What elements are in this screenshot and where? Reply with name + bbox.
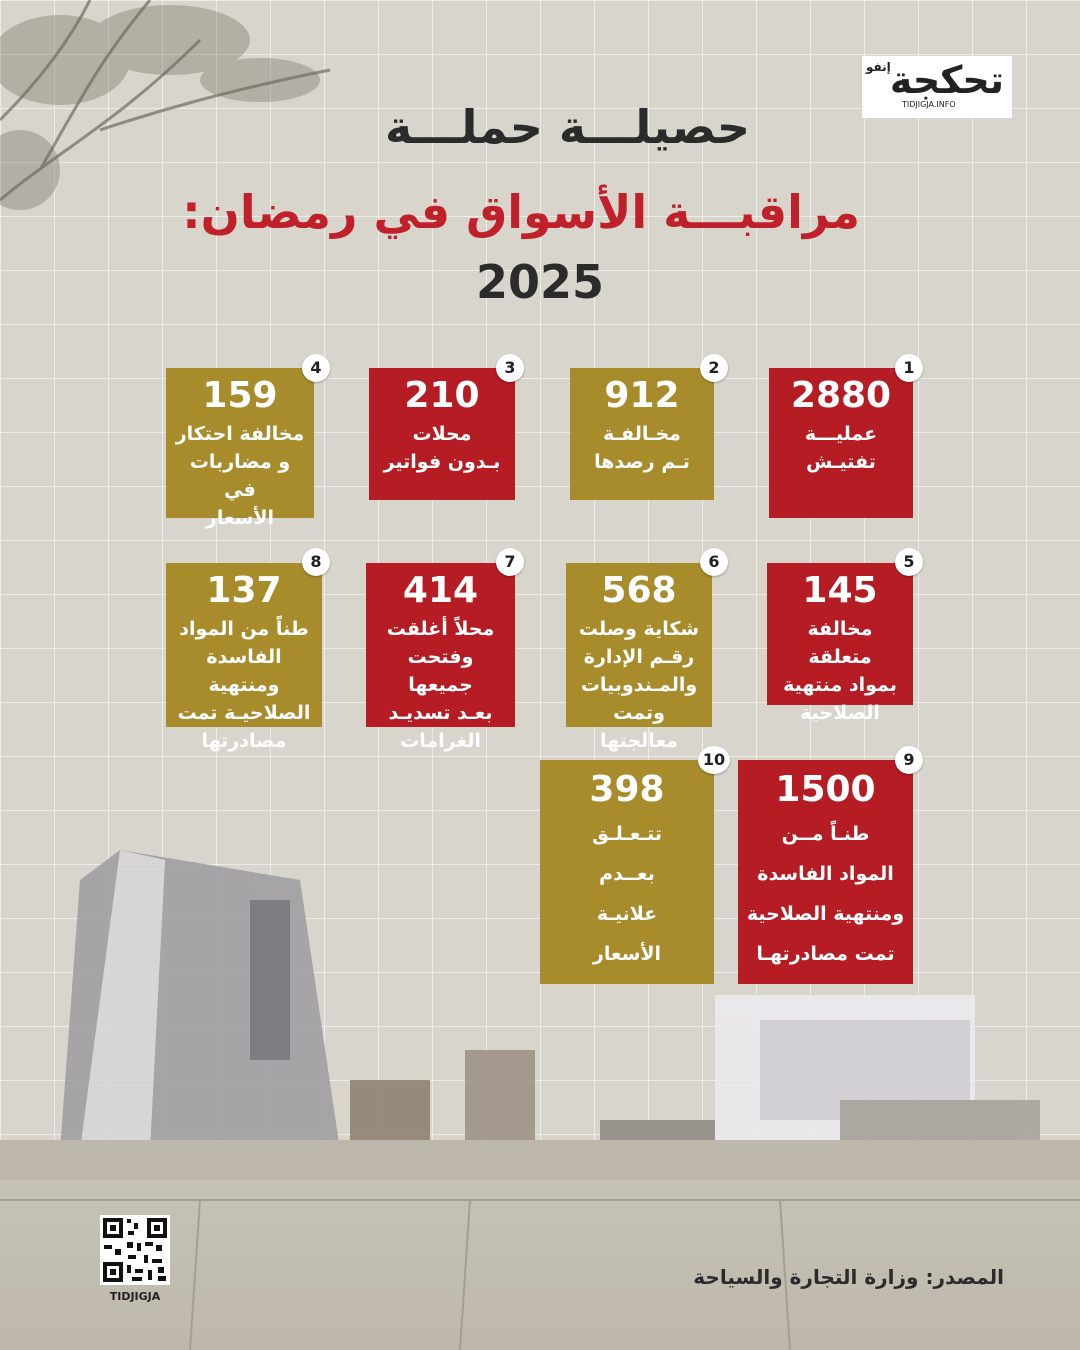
stat-value: 398 xyxy=(589,769,665,810)
source-credit: المصدر: وزارة التجارة والسياحة xyxy=(693,1265,1004,1289)
logo-url-text: TIDJIGJA.INFO xyxy=(902,100,956,109)
site-logo[interactable] xyxy=(862,56,1012,118)
stat-badge: 5 xyxy=(895,548,923,576)
stat-label: محلات بـدون فواتير xyxy=(383,423,501,473)
stat-value: 145 xyxy=(802,570,878,611)
stat-label: طنـاً مــن المواد الفاسدة ومنتهية الصلاحية تمت مصادرتهـا xyxy=(746,823,905,965)
stat-label: تتـعـلـق بعــدم علانيـة الأسعار xyxy=(592,823,662,965)
stat-card xyxy=(540,760,714,984)
stat-label: شكاية وصلت رقـم الإدارة والمـندوبيات وتمت معالجتها xyxy=(578,618,700,752)
stat-label: مخـالفـة تـم رصدها xyxy=(594,423,690,473)
stat-badge: 8 xyxy=(302,548,330,576)
stat-label: طناً من المواد الفاسدة ومنتهية الصلاحيـة تمت مصادرتها xyxy=(177,618,311,752)
stat-card xyxy=(570,368,714,500)
page-title-line2: مراقبـــة الأسواق في رمضان: xyxy=(182,185,860,239)
stat-card xyxy=(738,760,913,984)
stat-label: محلاً أغلقت وفتحت جميعها بعـد تسديـد الغرامات xyxy=(386,618,495,752)
qr-code[interactable] xyxy=(100,1215,170,1285)
stat-value: 210 xyxy=(404,375,480,416)
page-title-line1: حصيلـــة حملـــة xyxy=(385,100,750,154)
qr-label: TIDJIGJA xyxy=(109,1290,161,1303)
stat-card xyxy=(166,368,314,529)
logo-main-text: تحكجة xyxy=(889,58,1004,102)
stat-value: 159 xyxy=(202,375,278,416)
stat-label: عمليـــة تفتيـش xyxy=(804,423,878,473)
stat-value: 912 xyxy=(604,375,680,416)
stat-badge: 7 xyxy=(496,548,524,576)
stat-value: 137 xyxy=(206,570,282,611)
stat-badge: 10 xyxy=(698,746,730,774)
stat-badge: 3 xyxy=(496,354,524,382)
stat-card xyxy=(767,563,913,724)
stat-value: 568 xyxy=(601,570,677,611)
stat-card xyxy=(369,368,515,500)
page-title-year: 2025 xyxy=(475,255,605,309)
stat-value: 2880 xyxy=(790,375,892,416)
logo-sub-text: إنفو xyxy=(866,60,891,74)
stat-badge: 9 xyxy=(895,746,923,774)
stat-label: مخالفة احتكار و مضاربات في الأسعار xyxy=(175,423,305,529)
stat-value: 414 xyxy=(402,570,479,611)
stat-label: مخالفة متعلقة بمواد منتهية الصلاحية xyxy=(783,618,897,724)
stat-badge: 2 xyxy=(700,354,728,382)
stat-card xyxy=(769,368,913,518)
stat-card xyxy=(166,563,322,752)
stat-card xyxy=(566,563,712,752)
stat-badge: 6 xyxy=(700,548,728,576)
stat-badge: 4 xyxy=(302,354,330,382)
stat-value: 1500 xyxy=(775,769,876,810)
stat-badge: 1 xyxy=(895,354,923,382)
stat-card xyxy=(366,563,515,752)
